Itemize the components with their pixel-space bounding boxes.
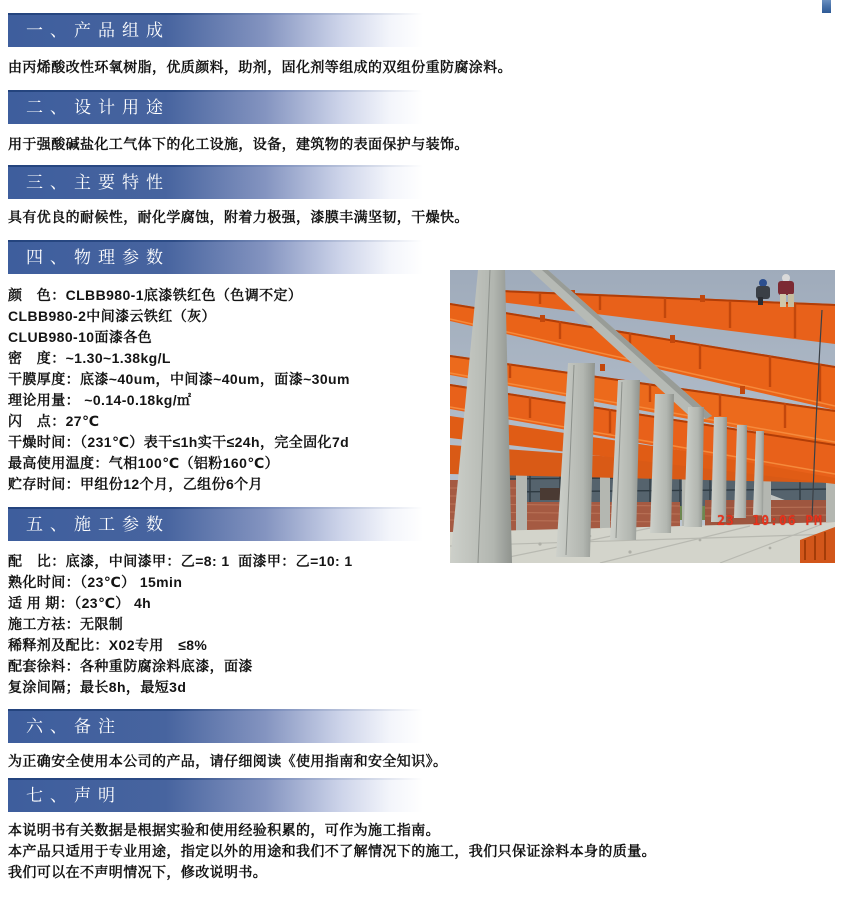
section-header-remarks	[8, 711, 423, 743]
section-title: 四、物理参数	[26, 248, 170, 267]
construction-param-line: 施工方祛：无限制	[8, 616, 124, 632]
section-body-line: 用于强酸碱盐化工气体下的化工设施，设备，建筑物的表面保护与装饰。	[8, 136, 469, 152]
construction-param-line: 配 比：底漆，中间漆甲：乙=8: 1 面漆甲：乙=10: 1	[8, 553, 353, 569]
section-header-product-composition	[8, 15, 423, 47]
construction-param-line: 稀释剂及配比：X02专用 ≤8%	[8, 637, 208, 653]
construction-param-line: 适 用 期：（23℃） 4h	[8, 595, 152, 611]
section-title: 七、声明	[26, 786, 122, 805]
section-header-construction-parameters	[8, 509, 423, 541]
section-header-design-use	[8, 92, 423, 124]
physical-param-line: 最高使用温度：气相100℃（铝粉160℃）	[8, 455, 280, 471]
section-header-physical-parameters	[8, 242, 423, 274]
physical-param-line: 密 度：~1.30~1.38kg/L	[8, 350, 171, 366]
photo-timestamp: 23 10:06 PM	[717, 514, 823, 529]
construction-param-line: 复涂间隔；最长8h，最短3d	[8, 679, 187, 695]
physical-param-line: 闪 点：27℃	[8, 413, 100, 429]
top-right-marker	[822, 0, 831, 13]
section-header-statement	[8, 780, 423, 812]
statement-line: 本产品只适用于专业用途，指定以外的用途和我们不了解情况下的施工，我们只保证涂料本身的质量。	[8, 843, 656, 859]
section-title: 二、设计用途	[26, 98, 170, 117]
physical-param-line: 颜 色：CLBB980-1底漆铁红色（色调不定）	[8, 287, 303, 303]
statement-line: 我们可以在不声明情况下，修改说明书。	[8, 864, 268, 880]
physical-param-line: 理论用量： ~0.14-0.18kg/㎡	[8, 392, 192, 408]
physical-param-line: 贮存时间：甲组份12个月，乙组份6个月	[8, 476, 263, 492]
physical-param-line: 干膜厚度：底漆~40um，中间漆~40um，面漆~30um	[8, 371, 350, 387]
section-title: 五、施工参数	[26, 515, 170, 534]
section-body-line: 由丙烯酸改性环氧树脂，优质颜料，助剂，固化剂等组成的双组份重防腐涂料。	[8, 59, 512, 75]
section-header-main-characteristics	[8, 167, 423, 199]
section-title: 六、备注	[26, 717, 122, 736]
section-body-line: 为正确安全使用本公司的产品，请仔细阅读《使用指南和安全知识》。	[8, 753, 448, 769]
construction-param-line: 熟化时间：（23℃） 15min	[8, 574, 183, 590]
physical-param-line: CLUB980-10面漆各色	[8, 329, 153, 345]
section-title: 三、主要特性	[26, 173, 170, 192]
section-title: 一、产品组成	[26, 21, 170, 40]
section-body-line: 具有优良的耐候性，耐化学腐蚀，附着力极强，漆膜丰满坚韧，干燥快。	[8, 209, 469, 225]
construction-param-line: 配套徐料：各种重防腐涂料底漆，面漆	[8, 658, 253, 674]
physical-param-line: CLBB980-2中间漆云铁红（灰）	[8, 308, 216, 324]
construction-site-photo	[450, 270, 835, 563]
physical-param-line: 干燥时间：（231℃）表干≤1h实干≤24h，完全固化7d	[8, 434, 350, 450]
statement-line: 本说明书有关数据是根据实验和使用经验积累的，可作为施工指南。	[8, 822, 440, 838]
